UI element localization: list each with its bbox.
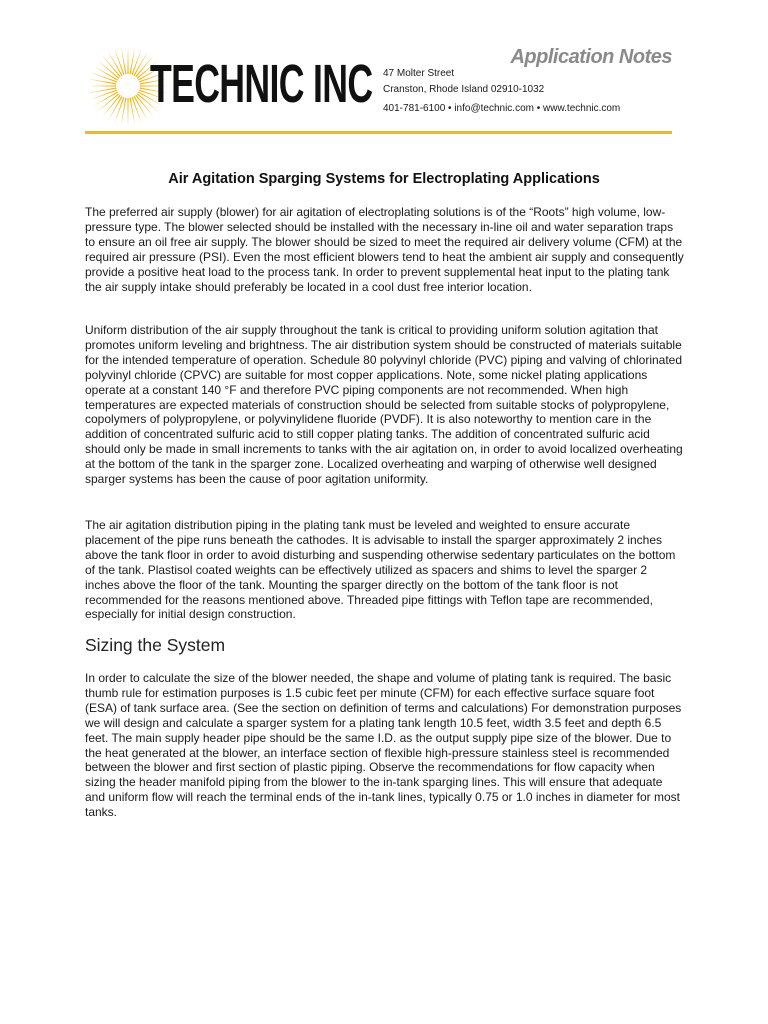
paragraph-distribution: Uniform distribution of the air supply throughout the tank is critical to providing uniform solution agitation that promotes uniform leveling and brightness. The air distribution system should be constructed of materials suitable for the intended temperature of operation. Schedule 80 polyvinyl chloride (PVC) piping and valving of chlorinated polyvinyl chloride (CPVC) are suitable for most copper applications. Note, some nickel plating applications operate at a constant 140 °F and therefore PVC piping components are not recommended. When high temperatures are expected materials of construction should be selected from suitable stocks of polypropylene, copolymers of polypropylene, or polyvinylidene fluoride (PVDF). It is also noteworthy to mention care in the addition of concentrated sulfuric acid to still copper plating tanks. The addition of concentrated sulfuric acid should only be made in small increments to tanks with the air agitation on, in order to avoid localized overheating at the bottom of the tank in the sparger zone. Localized overheating and warping of otherwise well designed sparger systems has been the cause of poor agitation uniformity. [85, 323, 683, 487]
address-city: Cranston, Rhode Island 02910-1032 [383, 84, 545, 95]
contact-line: 401-781-6100 • info@technic.com • www.technic.com [383, 103, 621, 114]
header-divider [85, 131, 672, 134]
address-street: 47 Molter Street [383, 68, 455, 79]
paragraph-sizing: In order to calculate the size of the blower needed, the shape and volume of plating tank is required. The basic thumb rule for estimation purposes is 1.5 cubic feet per minute (CFM) for each effective surface square foot (ESA) of tank surface area. (See the section on definition of terms and calculations) For demonstration purposes we will design and calculate a sparger system for a plating tank length 10.5 feet, width 3.5 feet and depth 6.5 feet. The main supply header pipe should be the same I.D. as the output supply pipe size of the blower. Due to the heat generated at the blower, an interface section of flexible high-pressure stainless steel is recommended between the blower and first section of plastic piping. Observe the recommendations for flow capacity when sizing the header manifold piping from the blower to the in-tank sparging lines. This will ensure that adequate and uniform flow will reach the terminal ends of the in-tank lines, typically 0.75 or 1.0 inches in diameter for most tanks. [85, 671, 682, 820]
application-notes-label: Application Notes [510, 46, 672, 68]
document-title: Air Agitation Sparging Systems for Electroplating Applications [168, 171, 600, 187]
company-logo-text: TECHNIC INC [150, 54, 373, 114]
paragraph-air-supply: The preferred air supply (blower) for air agitation of electroplating solutions is of the “Roots” high volume, low-pressure type. The blower selected should be installed with the necessary in-line oil and water separation traps to ensure an oil free air supply. The blower should be sized to meet the required air delivery volume (CFM) at the required air pressure (PSI). Even the most efficient blowers tend to heat the ambient air supply and consequently provide a positive heat load to the process tank. In order to prevent supplemental heat input to the plating tank the air supply intake should preferably be located in a cool dust free interior location. [85, 205, 684, 294]
letterhead [0, 0, 768, 140]
paragraph-piping: The air agitation distribution piping in the plating tank must be leveled and weighted to ensure accurate placement of the pipe runs beneath the cathodes. It is advisable to install the sparger approximately 2 inches above the tank floor in order to avoid disturbing and suspending otherwise sedentary particulates on the bottom of the tank. Plastisol coated weights can be effectively utilized as spacers and shims to level the sparger 2 inches above the floor of the tank. Mounting the sparger directly on the bottom of the tank floor is not recommended for the reasons mentioned above. Threaded pipe fittings with Teflon tape are recommended, especially for initial design construction. [85, 518, 676, 622]
section-heading: Sizing the System [85, 635, 226, 655]
